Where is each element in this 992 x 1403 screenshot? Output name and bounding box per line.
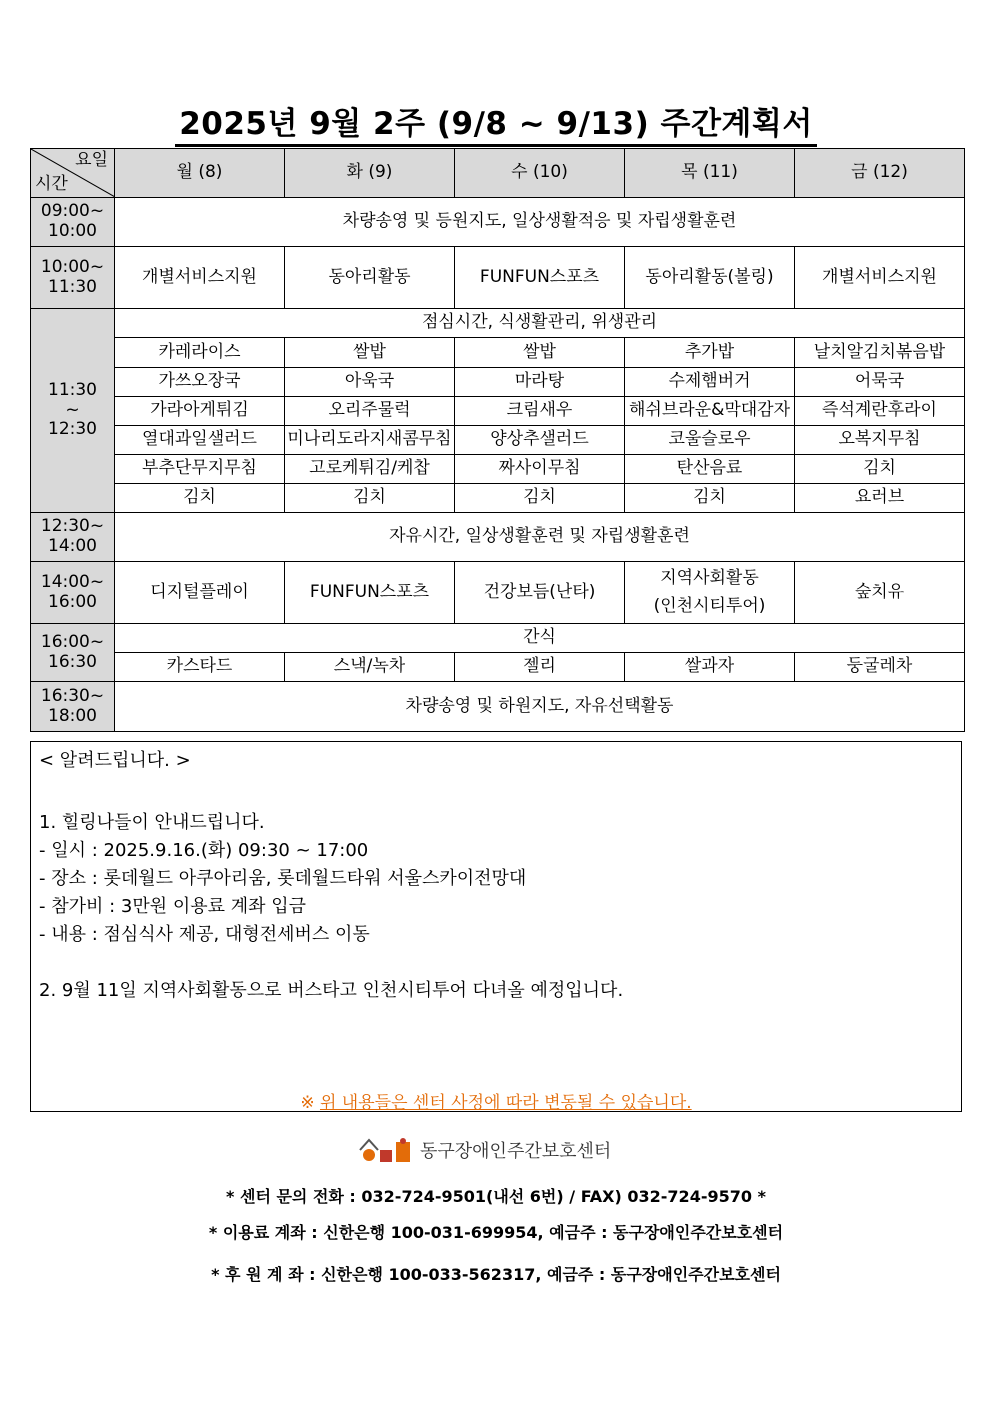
- menu-cell: 날치알김치볶음밥: [795, 338, 965, 368]
- menu-cell: 쌀밥: [455, 338, 625, 368]
- lunch-heading: 점심시간, 식생활관리, 위생관리: [115, 309, 965, 338]
- menu-cell: 오복지무침: [795, 426, 965, 455]
- menu-row: [31, 426, 965, 455]
- time-end: 10:00: [48, 221, 97, 241]
- corner-day-label: 요일: [75, 150, 108, 170]
- menu-row: [31, 484, 965, 513]
- menu-cell: 수제햄버거: [625, 368, 795, 397]
- center-name: 동구장애인주간보호센터: [420, 1141, 612, 1162]
- menu-cell: 추가밥: [625, 338, 795, 368]
- header-row: [31, 149, 965, 198]
- snack-row: [31, 653, 965, 682]
- menu-cell: 양상추샐러드: [455, 426, 625, 455]
- corner-cell: [31, 149, 115, 198]
- activity-cell: 개별서비스지원: [115, 247, 285, 309]
- title-text: 2025년 9월 2주 (9/8 ~ 9/13) 주간계획서: [175, 106, 817, 147]
- menu-cell: 부추단무지무침: [115, 455, 285, 484]
- activity-line1: 지역사회활동: [660, 568, 759, 589]
- activity-cell: 디지털플레이: [115, 562, 285, 624]
- time-cell: [31, 682, 115, 732]
- time-end: 18:00: [48, 705, 97, 726]
- notice-detail: - 참가비 : 3만원 이용료 계좌 입금: [39, 896, 306, 917]
- menu-cell: 아욱국: [285, 368, 455, 397]
- day-header-tue: 화 (9): [285, 149, 455, 198]
- menu-cell: 고로케튀김/케찹: [285, 455, 455, 484]
- snack-cell: 카스타드: [115, 653, 285, 682]
- snack-heading: 간식: [115, 624, 965, 653]
- footer-fee-account: * 이용료 계좌 : 신한은행 100-031-699954, 예금주 : 동구장애인주간보호센터: [208, 1223, 784, 1242]
- snack-heading-row: [31, 624, 965, 653]
- schedule-row: [31, 513, 965, 562]
- menu-cell: 열대과일샐러드: [115, 426, 285, 455]
- activity-cell: 동아리활동(볼링): [625, 247, 795, 309]
- menu-cell: 크림새우: [455, 397, 625, 426]
- activity-full-row: 차량송영 및 하원지도, 자유선택활동: [115, 682, 965, 732]
- menu-cell: 가라아게튀김: [115, 397, 285, 426]
- snack-cell: 둥굴레차: [795, 653, 965, 682]
- warning-text: 위 내용들은 센터 사정에 따라 변동될 수 있습니다.: [319, 1093, 692, 1113]
- schedule-row: [31, 562, 965, 624]
- notice-item-2: 2. 9월 11일 지역사회활동으로 버스타고 인천시티투어 다녀올 예정입니다.: [39, 980, 624, 1001]
- day-header-mon: 월 (8): [115, 149, 285, 198]
- time-start: 12:30~: [40, 516, 105, 537]
- menu-row: [31, 397, 965, 426]
- notice-detail: - 장소 : 롯데월드 아쿠아리움, 롯데월드타워 서울스카이전망대: [39, 868, 527, 889]
- corner-time-label: 시간: [35, 174, 68, 195]
- time-cell: [31, 247, 115, 309]
- menu-cell: 김치: [115, 484, 285, 513]
- menu-cell: 쌀밥: [285, 338, 455, 368]
- menu-row: [31, 455, 965, 484]
- menu-cell: 짜사이무침: [455, 455, 625, 484]
- menu-cell: 김치: [455, 484, 625, 513]
- activity-cell: FUNFUN스포츠: [285, 562, 455, 624]
- menu-cell: 즉석계란후라이: [795, 397, 965, 426]
- time-end: 11:30: [48, 276, 97, 297]
- menu-cell: 김치: [795, 455, 965, 484]
- time-cell: [31, 513, 115, 562]
- snack-cell: 쌀과자: [625, 653, 795, 682]
- time-cell: [31, 624, 115, 682]
- center-logo-icon: [358, 1136, 414, 1164]
- center-logo: [358, 1134, 611, 1166]
- snack-cell: 스낵/녹차: [285, 653, 455, 682]
- warning-mark: ※: [300, 1093, 315, 1113]
- notice-detail: - 내용 : 점심식사 제공, 대형전세버스 이동: [39, 924, 370, 945]
- menu-cell: 오리주물럭: [285, 397, 455, 426]
- time-start: 11:30: [48, 380, 97, 401]
- time-sep: ~: [65, 399, 80, 420]
- menu-cell: 가쓰오장국: [115, 368, 285, 397]
- menu-row: [31, 338, 965, 368]
- page-title: [0, 98, 992, 143]
- activity-full-row: 차량송영 및 등원지도, 일상생활적응 및 자립생활훈련: [115, 198, 965, 247]
- menu-cell: 요러브: [795, 484, 965, 513]
- time-end: 16:30: [48, 651, 97, 672]
- footer-phone: * 센터 문의 전화 : 032-724-9501(내선 6번) / FAX) 032-724-9570 *: [226, 1187, 766, 1206]
- time-end: 12:30: [48, 419, 97, 440]
- snack-cell: 젤리: [455, 653, 625, 682]
- activity-cell: 개별서비스지원: [795, 247, 965, 309]
- notice-heading: < 알려드립니다. >: [39, 750, 191, 771]
- activity-full-row: 자유시간, 일상생활훈련 및 자립생활훈련: [115, 513, 965, 562]
- activity-cell: [625, 562, 795, 624]
- activity-cell: FUNFUN스포츠: [455, 247, 625, 309]
- menu-cell: 김치: [285, 484, 455, 513]
- notice-detail: - 일시 : 2025.9.16.(화) 09:30 ~ 17:00: [39, 840, 369, 861]
- activity-cell: 숲치유: [795, 562, 965, 624]
- menu-cell: 김치: [625, 484, 795, 513]
- schedule-row: [31, 247, 965, 309]
- schedule-row: [31, 198, 965, 247]
- menu-row: [31, 368, 965, 397]
- weekly-schedule-table: [30, 148, 965, 732]
- menu-cell: 미나리도라지새콤무침: [285, 426, 455, 455]
- time-cell: [31, 198, 115, 247]
- menu-cell: 코울슬로우: [625, 426, 795, 455]
- notice-box: [30, 741, 962, 1112]
- menu-cell: 탄산음료: [625, 455, 795, 484]
- activity-line2: (인천시티투어): [653, 595, 766, 616]
- time-end: 14:00: [48, 536, 97, 556]
- lunch-heading-row: [31, 309, 965, 338]
- time-start: 16:30~: [40, 685, 105, 706]
- activity-cell: 건강보듬(난타): [455, 562, 625, 624]
- menu-cell: 어묵국: [795, 368, 965, 397]
- menu-cell: 마라탕: [455, 368, 625, 397]
- time-start: 10:00~: [40, 256, 105, 277]
- menu-cell: 해쉬브라운&막대감자: [625, 397, 795, 426]
- day-header-fri: 금 (12): [795, 149, 965, 198]
- time-start: 14:00~: [40, 571, 105, 592]
- activity-cell: 동아리활동: [285, 247, 455, 309]
- menu-cell: 카레라이스: [115, 338, 285, 368]
- schedule-row: [31, 682, 965, 732]
- time-cell: [31, 309, 115, 513]
- notice-warning: [31, 1088, 961, 1113]
- time-end: 16:00: [48, 591, 97, 612]
- notice-item-1: 1. 힐링나들이 안내드립니다.: [39, 812, 265, 833]
- time-start: 16:00~: [40, 631, 105, 652]
- time-start: 09:00~: [40, 201, 105, 222]
- day-header-thu: 목 (11): [625, 149, 795, 198]
- time-cell: [31, 562, 115, 624]
- footer-donation-account: * 후 원 계 좌 : 신한은행 100-033-562317, 예금주 : 동구장애인주간보호센터: [211, 1265, 781, 1284]
- day-header-wed: 수 (10): [455, 149, 625, 198]
